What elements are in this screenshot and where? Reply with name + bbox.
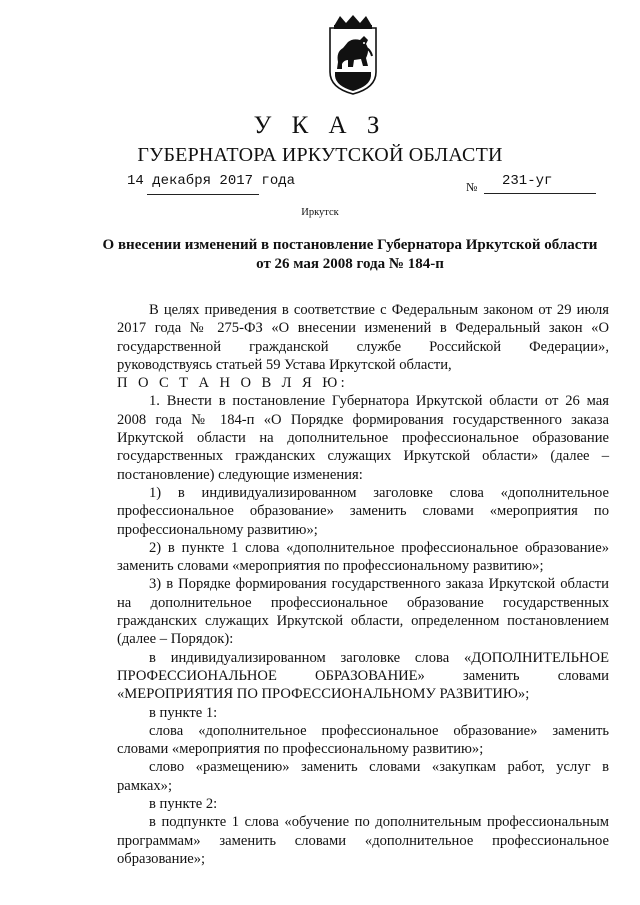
body-paragraph-8: слово «размещению» заменить словами «закупкам работ, услуг в рамках»; (117, 759, 609, 794)
subject-line-1: О внесении изменений в постановление Губернатора Иркутской области (102, 237, 598, 253)
document-body (117, 301, 609, 868)
body-paragraph-9: в пункте 2: (149, 796, 218, 813)
city-name: Иркутск (301, 207, 339, 218)
issuer-title: ГУБЕРНАТОРА ИРКУТСКОЙ ОБЛАСТИ (137, 144, 503, 166)
date-underline (147, 194, 259, 195)
body-paragraph-1: 1. Внести в постановление Губернатора Иркутской области от 26 мая 2008 года № 184-п «О Порядке формирования государственного заказа Иркутской области на дополнительное профессиональное образование государственных гражданских служащих Иркутской области» (далее – постановление) следующие изменения: (117, 393, 609, 483)
decree-word: П О С Т А Н О В Л Я Ю: (117, 375, 349, 392)
body-paragraph-2: 1) в индивидуализированном заголовке слова «дополнительное профессиональное образование» заменить словами «мероприятия по профессиональному развитию»; (117, 484, 609, 538)
body-paragraph-6: в пункте 1: (149, 704, 218, 721)
body-paragraph-10: в подпункте 1 слова «обучение по дополнительным профессиональным программам» заменить словами «дополнительное профессиональное образование»; (117, 814, 609, 867)
document-subject (100, 236, 600, 274)
preamble-paragraph: В целях приведения в соответствие с Федеральным законом от 29 июля 2017 года № 275-ФЗ «О внесении изменений в Федеральный закон «О государственной гражданской службе Российской Федерации», руководствуясь статьей 59 Устава Иркутской области, (117, 302, 609, 373)
body-paragraph-5: в индивидуализированном заголовке слова «ДОПОЛНИТЕЛЬНОЕ ПРОФЕССИОНАЛЬНОЕ ОБРАЗОВАНИЕ» заменить словами «МЕРОПРИЯТИЯ ПО ПРОФЕССИОНАЛЬНОМУ РАЗВИТИЮ»; (117, 649, 609, 703)
body-paragraph-7: слова «дополнительное профессиональное образование» заменить словами «мероприятия по профессиональному развитию»; (117, 722, 609, 758)
number-label: № (466, 180, 478, 194)
document-number: 231-уг (502, 173, 553, 189)
number-underline (484, 193, 596, 194)
body-paragraph-3: 2) в пункте 1 слова «дополнительное профессиональное образование» заменить словами «мероприятия по профессиональному развитию»; (117, 539, 609, 575)
document-type-title: У К А З (253, 112, 387, 139)
document-date-text: 14 декабря 2017 года (127, 173, 296, 189)
irkutsk-coat-of-arms-icon (326, 14, 380, 96)
document-date (127, 173, 295, 189)
subject-line-2: от 26 мая 2008 года № 184-п (256, 256, 444, 272)
body-paragraph-4: 3) в Порядке формирования государственного заказа Иркутской области на дополнительное профессиональное образование государственных гражданских служащих Иркутской области, определенном постановлением (далее – Порядок): (117, 576, 609, 648)
